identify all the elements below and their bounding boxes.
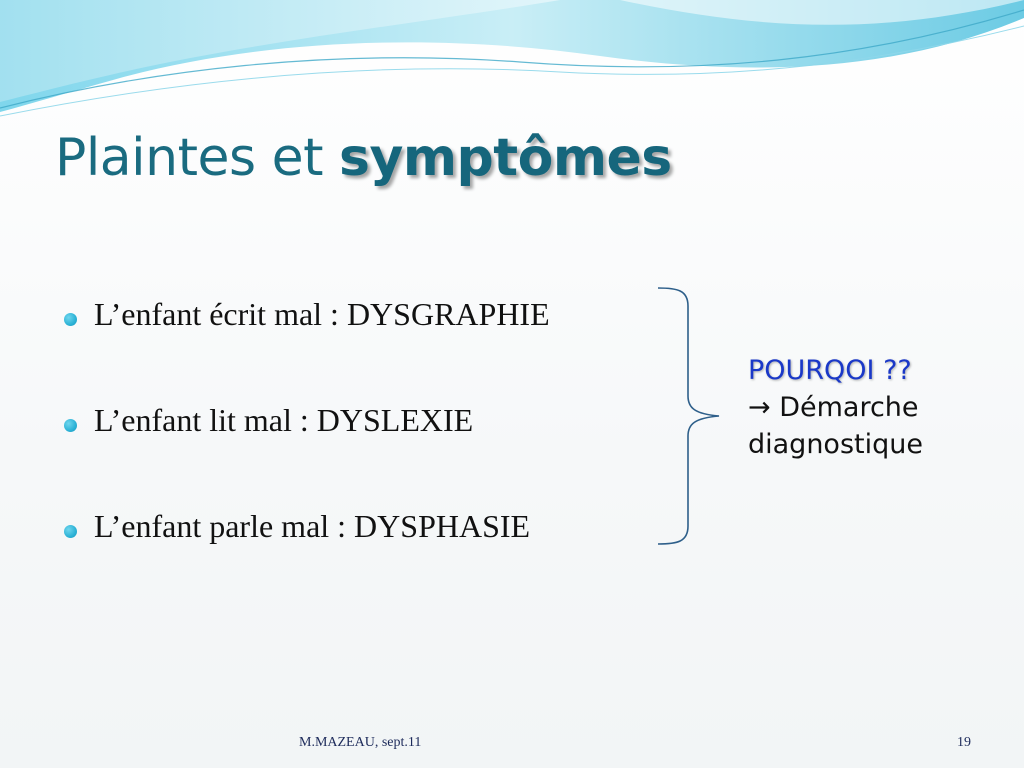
slide-title [55,128,672,188]
bullet-text: L’enfant parle mal : DYSPHASIE [94,508,531,544]
footer-author: M.MAZEAU, sept.11 [299,735,422,750]
callout-line-1-text: Démarche [770,392,919,423]
round-bullet-icon [64,313,77,326]
bullet-item [62,508,550,614]
callout-line-2: diagnostique [748,429,923,460]
title-emphasis-part: symptômes [339,128,672,188]
bullet-text: L’enfant lit mal : DYSLEXIE [94,402,474,438]
page-number: 19 [957,735,971,750]
bullet-text: L’enfant écrit mal : DYSGRAPHIE [94,296,550,332]
right-curly-brace [655,284,725,548]
round-bullet-icon [64,419,77,432]
callout-line-1 [748,389,923,426]
round-bullet-icon [64,525,77,538]
header-wave-decoration [0,0,1024,130]
right-arrow-icon: → [748,392,771,423]
bullet-item [62,402,550,508]
callout-question: POURQOI ?? [748,355,912,386]
bullet-list [62,296,550,614]
bullet-item [62,296,550,402]
callout-box [748,352,923,463]
title-plain-part: Plaintes et [55,128,339,188]
